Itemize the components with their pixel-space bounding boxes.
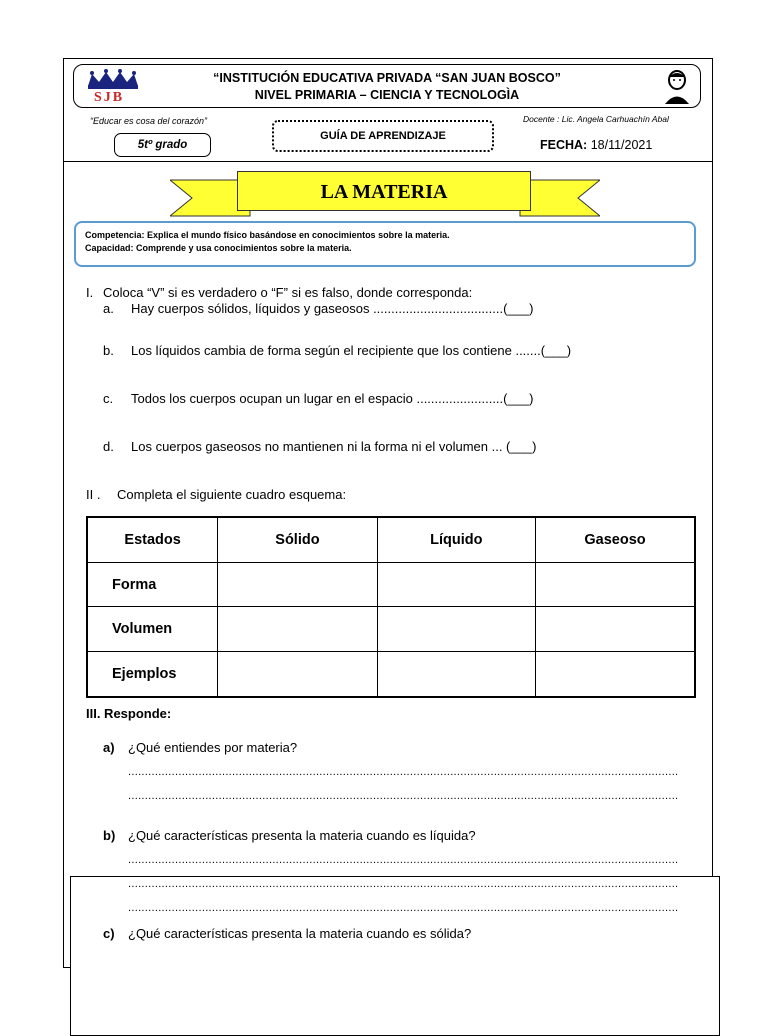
teacher-name: Docente : Lic. Angela Carhuachín Abal: [523, 114, 669, 124]
table-cell[interactable]: [218, 563, 377, 607]
answer-line[interactable]: ....................................................................................................................................................................: [128, 766, 679, 778]
table-cell[interactable]: [536, 651, 695, 697]
answer-line[interactable]: ....................................................................................................................................................................: [128, 854, 679, 866]
header-solido: Sólido: [218, 517, 377, 563]
question-a-letter: a): [103, 740, 115, 755]
section1-number: I.: [86, 285, 94, 300]
header-separator: [63, 161, 713, 162]
date-value: 18/11/2021: [587, 138, 653, 152]
answer-line[interactable]: ....................................................................................................................................................................: [128, 878, 679, 890]
table-cell[interactable]: [377, 607, 535, 651]
date-label: FECHA:: [540, 138, 588, 152]
item-a-letter: a.: [103, 301, 114, 316]
header-gaseoso: Gaseoso: [536, 517, 695, 563]
competencia-box: [74, 221, 696, 267]
question-b-letter: b): [103, 828, 116, 843]
page-title: LA MATERIA: [237, 171, 531, 211]
table-cell[interactable]: [377, 563, 535, 607]
section2-number: II .: [86, 487, 101, 502]
section1-instruction: Coloca “V” si es verdadero o “F” si es falso, donde corresponda:: [103, 285, 473, 300]
guide-title: GUÍA DE APRENDIZAJE: [272, 120, 494, 152]
row-label-ejemplos: Ejemplos: [87, 651, 218, 697]
item-a-text: Hay cuerpos sólidos, líquidos y gaseosos ....................................(___): [131, 301, 534, 316]
item-d-letter: d.: [103, 439, 114, 454]
question-b-text: ¿Qué características presenta la materia cuando es líquida?: [128, 828, 476, 843]
item-c-text: Todos los cuerpos ocupan un lugar en el espacio ........................(___): [131, 391, 534, 406]
header-estados: Estados: [87, 517, 218, 563]
table-row: [87, 651, 695, 697]
table-cell[interactable]: [377, 651, 535, 697]
motto: “Educar es cosa del corazón”: [90, 116, 208, 126]
overlay-box: [70, 876, 720, 1036]
item-d-text: Los cuerpos gaseosos no mantienen ni la forma ni el volumen ... (___): [131, 439, 537, 454]
header-liquido: Líquido: [377, 517, 535, 563]
competencia-text: Competencia: Explica el mundo físico basándose en conocimientos sobre la materia.: [85, 230, 450, 240]
saint-portrait-icon: [662, 67, 692, 105]
table-cell[interactable]: [218, 651, 377, 697]
question-c-text: ¿Qué características presenta la materia cuando es sólida?: [128, 926, 472, 941]
row-label-forma: Forma: [87, 563, 218, 607]
question-c-letter: c): [103, 926, 115, 941]
answer-line[interactable]: ....................................................................................................................................................................: [128, 902, 679, 914]
states-table: [86, 516, 696, 698]
table-cell[interactable]: [218, 607, 377, 651]
table-cell[interactable]: [536, 563, 695, 607]
row-label-volumen: Volumen: [87, 607, 218, 651]
logo-text: SJB: [94, 90, 125, 105]
capacidad-text: Capacidad: Comprende y usa conocimientos sobre la materia.: [85, 243, 352, 253]
section3-title: III. Responde:: [86, 706, 172, 721]
table-cell[interactable]: [536, 607, 695, 651]
item-b-letter: b.: [103, 343, 114, 358]
grade-box: 5tº grado: [114, 133, 211, 157]
answer-line[interactable]: ....................................................................................................................................................................: [128, 790, 679, 802]
question-a-text: ¿Qué entiendes por materia?: [128, 740, 298, 755]
item-c-letter: c.: [103, 391, 114, 406]
table-row: [87, 607, 695, 651]
school-name: “INSTITUCIÓN EDUCATIVA PRIVADA “SAN JUAN BOSCO”: [213, 71, 561, 85]
table-header-row: [87, 517, 695, 563]
table-row: [87, 563, 695, 607]
item-b-text: Los líquidos cambia de forma según el recipiente que los contiene .......(___): [131, 343, 572, 358]
section2-instruction: Completa el siguiente cuadro esquema:: [117, 487, 347, 502]
school-level: NIVEL PRIMARIA – CIENCIA Y TECNOLOGÌA: [254, 88, 520, 102]
date: [540, 138, 652, 152]
